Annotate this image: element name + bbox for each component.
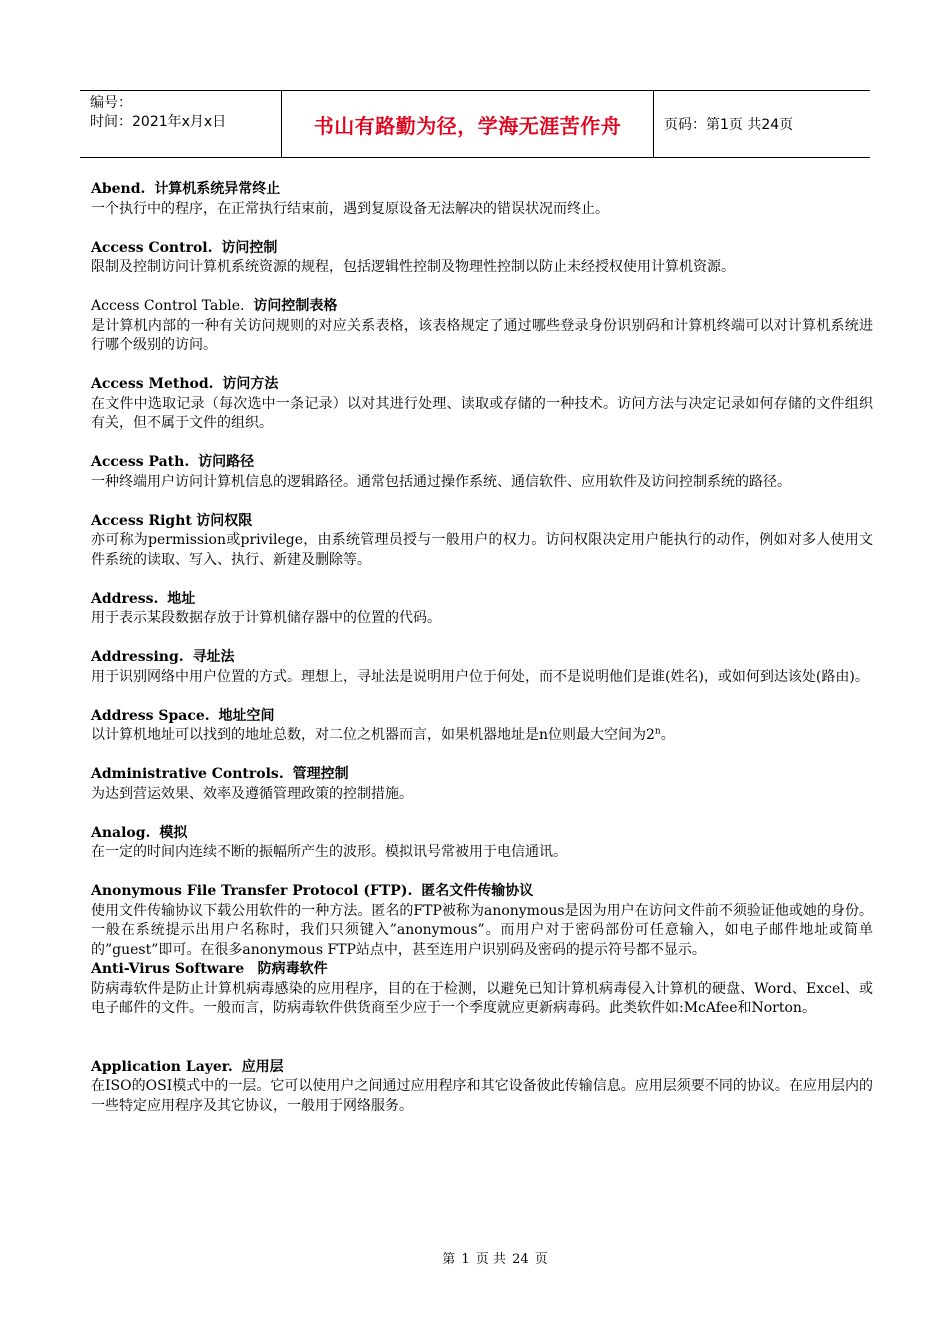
footer-prefix: 第 bbox=[442, 1252, 456, 1267]
entry-definition bbox=[91, 726, 873, 746]
entry-term bbox=[91, 453, 873, 473]
term-en: Access Control Table. bbox=[91, 298, 245, 314]
term-zh: 访问方法 bbox=[222, 376, 279, 392]
entry-definition: 为达到营运效果、效率及遵循管理政策的控制措施。 bbox=[91, 785, 413, 802]
term-zh: 管理控制 bbox=[292, 766, 349, 782]
term-zh: 访问控制 bbox=[221, 239, 278, 256]
entry-term bbox=[91, 648, 873, 668]
glossary-entry bbox=[91, 239, 873, 278]
term-zh: 访问路径 bbox=[198, 454, 255, 470]
page-footer bbox=[0, 1248, 950, 1267]
entry-definition: 在一定的时间内连续不断的振幅所产生的波形。模拟讯号常被用于电信通讯。 bbox=[91, 844, 567, 860]
entry-term bbox=[91, 765, 873, 785]
term-en: Anonymous File Transfer Protocol (FTP). bbox=[91, 883, 413, 899]
term-zh: 防病毒软件 bbox=[257, 961, 328, 977]
entry-definition: 用于表示某段数据存放于计算机储存器中的位置的代码。 bbox=[91, 610, 441, 626]
term-en: Access Path. bbox=[91, 454, 190, 470]
term-en: Administrative Controls. bbox=[91, 766, 284, 782]
entry-term bbox=[91, 882, 873, 902]
term-en: Addressing. bbox=[91, 649, 184, 665]
glossary bbox=[91, 180, 873, 1136]
entry-definition: 亦可称为permission或privilege，由系统管理员授与一般用户的权力。访问权限决定用户能执行的动作，例如对多人使用文件系统的读取、写入、执行、新建及删除等。 bbox=[91, 532, 873, 568]
entry-definition: 在ISO的OSI模式中的一层。它可以使用户之间通过应用程序和其它设备彼此传输信息。应用层须要不同的协议。在应用层内的一些特定应用程序及其它协议，一般用于网络服务。 bbox=[91, 1078, 873, 1114]
glossary-entry bbox=[91, 297, 873, 356]
glossary-entry bbox=[91, 707, 873, 746]
header-motto-cell bbox=[281, 91, 654, 157]
entry-term bbox=[91, 297, 873, 317]
page-header bbox=[80, 90, 870, 158]
term-zh: 匿名文件传输协议 bbox=[421, 883, 534, 899]
term-en: Application Layer. bbox=[91, 1058, 233, 1075]
term-en: Access Control. bbox=[91, 239, 213, 256]
glossary-entry bbox=[91, 882, 873, 960]
time-text: 时间：2021年x月x日 bbox=[90, 114, 227, 130]
entry-term bbox=[91, 375, 873, 395]
footer-total-pages: 24 bbox=[512, 1252, 529, 1267]
motto: 书山有路勤为径，学海无涯苦作舟 bbox=[313, 113, 622, 138]
term-zh: 地址空间 bbox=[218, 707, 275, 724]
glossary-entry bbox=[91, 512, 873, 571]
entry-term bbox=[91, 707, 873, 727]
entry-term bbox=[91, 512, 873, 532]
term-en: Anti-Virus Software bbox=[91, 961, 245, 977]
term-zh: 应用层 bbox=[241, 1058, 284, 1075]
term-zh: 地址 bbox=[167, 590, 196, 607]
entry-term bbox=[91, 960, 873, 980]
term-zh: 计算机系统异常终止 bbox=[154, 181, 281, 197]
superscript-n: n bbox=[654, 726, 661, 737]
term-en: Access Method. bbox=[91, 376, 214, 392]
footer-page-number: 1 bbox=[461, 1252, 470, 1267]
entry-term bbox=[91, 180, 873, 200]
entry-term bbox=[91, 1058, 873, 1078]
term-en: Address Space. bbox=[91, 707, 210, 724]
glossary-entry bbox=[91, 1058, 873, 1117]
definition-text: 以计算机地址可以找到的地址总数，对二位之机器而言，如果机器地址是n位则最大空间为2 bbox=[91, 727, 655, 743]
glossary-entry bbox=[91, 648, 873, 687]
serial-label: 编号： bbox=[90, 95, 132, 111]
glossary-entry bbox=[91, 824, 873, 863]
glossary-entry bbox=[91, 960, 873, 1019]
page-info: 页码：第1页 共24页 bbox=[664, 117, 794, 133]
term-en: Abend. bbox=[91, 181, 146, 197]
term-en: Analog. bbox=[91, 824, 151, 841]
glossary-entry bbox=[91, 453, 873, 492]
term-en: Access Right bbox=[91, 512, 192, 529]
glossary-entry bbox=[91, 590, 873, 629]
term-zh: 访问权限 bbox=[196, 512, 253, 529]
entry-definition: 在文件中选取记录（每次选中一条记录）以对其进行处理、读取或存储的一种技术。访问方法与决定记录如何存储的文件组织有关，但不属于文件的组织。 bbox=[91, 395, 873, 431]
definition-end: 。 bbox=[660, 727, 675, 743]
term-zh: 访问控制表格 bbox=[253, 298, 338, 314]
entry-term bbox=[91, 824, 873, 844]
term-zh: 模拟 bbox=[159, 824, 188, 841]
entry-definition: 是计算机内部的一种有关访问规则的对应关系表格，该表格规定了通过哪些登录身份识别码和计算机终端可以对计算机系统进行哪个级别的访问。 bbox=[91, 317, 873, 353]
entry-definition: 一种终端用户访问计算机信息的逻辑路径。通常包括通过操作系统、通信软件、应用软件及访问控制系统的路径。 bbox=[91, 473, 791, 490]
entry-definition: 使用文件传输协议下载公用软件的一种方法。匿名的FTP被称为anonymous是因为用户在访问文件前不须验证他或她的身份。一般在系统提示出用户名称时，我们只须键入”anonymous”。而用户对于密码部份可任意输入，如电子邮件地址或简单的”guest”即可。在很多anonymous FTP站点中，甚至连用户识别码及密码的提示符号都不显示。 bbox=[91, 902, 873, 958]
glossary-entry bbox=[91, 765, 873, 804]
footer-suffix: 页 bbox=[534, 1252, 548, 1267]
header-meta bbox=[80, 91, 281, 157]
entry-definition: 用于识别网络中用户位置的方式。理想上，寻址法是说明用户位于何处，而不是说明他们是谁(姓名)，或如何到达该处(路由)。 bbox=[91, 668, 869, 685]
term-zh: 寻址法 bbox=[192, 649, 235, 665]
entry-definition: 限制及控制访问计算机系统资源的规程，包括逻辑性控制及物理性控制以防止未经授权使用计算机资源。 bbox=[91, 259, 735, 275]
entry-term bbox=[91, 239, 873, 259]
entry-term bbox=[91, 590, 873, 610]
entry-definition: 一个执行中的程序，在正常执行结束前，遇到复原设备无法解决的错误状况而终止。 bbox=[91, 200, 609, 217]
term-en: Address. bbox=[91, 590, 159, 607]
glossary-entry bbox=[91, 375, 873, 434]
footer-mid: 页 共 bbox=[475, 1252, 506, 1267]
entry-definition: 防病毒软件是防止计算机病毒感染的应用程序，目的在于检测，以避免已知计算机病毒侵入计算机的硬盘、Word、Excel、或电子邮件的文件。一般而言，防病毒软件供货商至少应于一个季度就应更新病毒码。此类软件如:McAfee和Norton。 bbox=[91, 980, 873, 1016]
header-page-info-cell bbox=[654, 91, 870, 157]
glossary-entry bbox=[91, 180, 873, 219]
